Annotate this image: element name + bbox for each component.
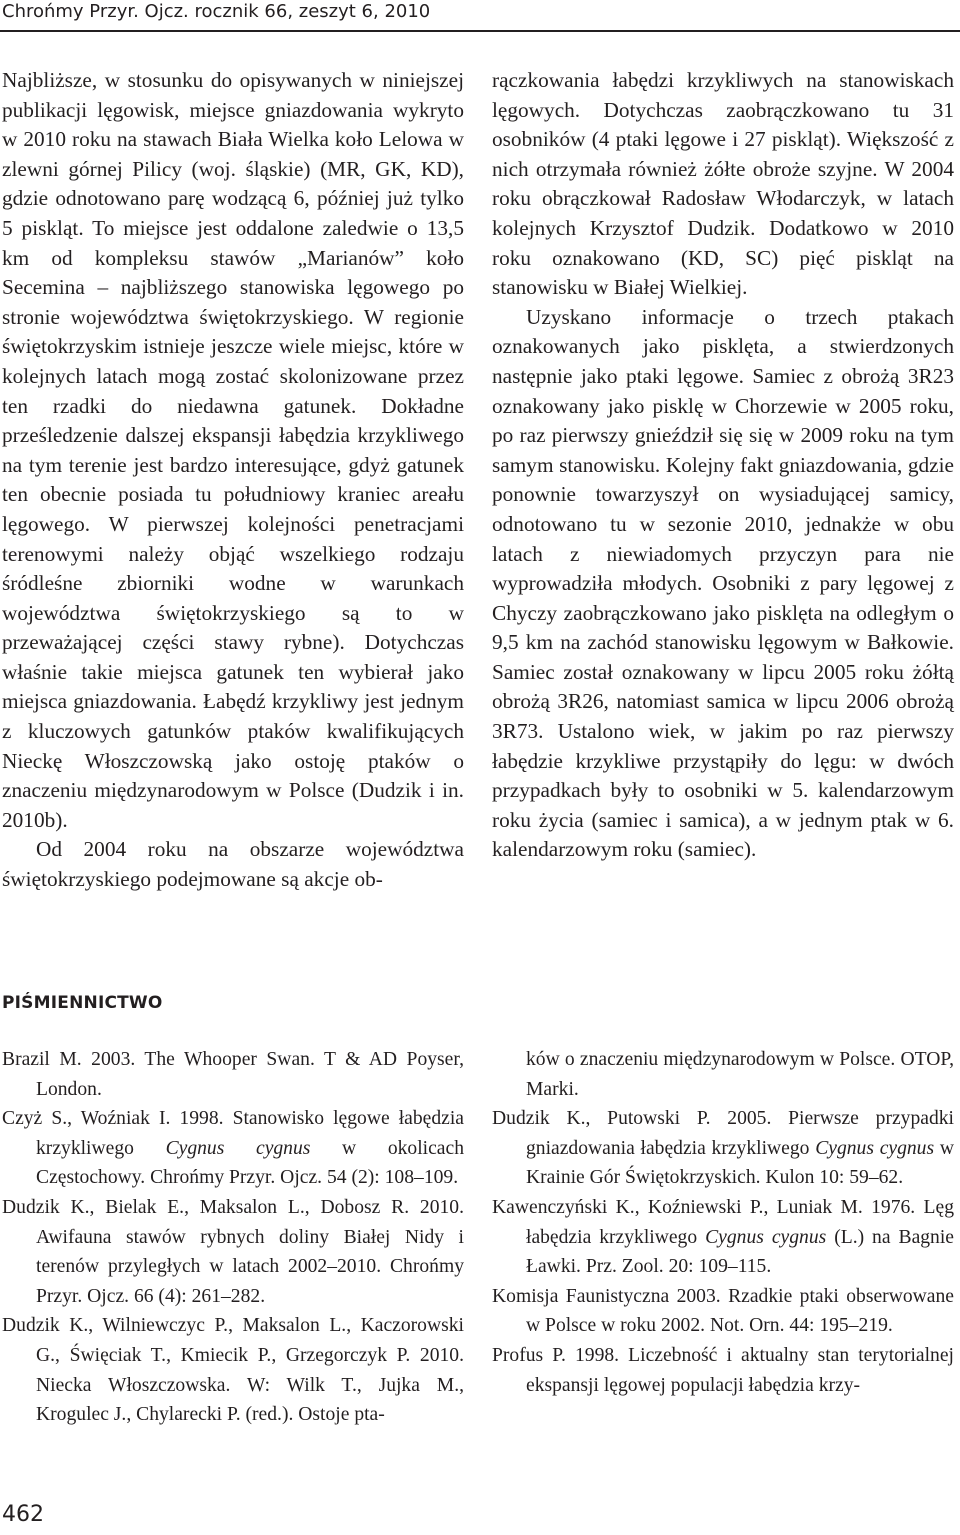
- reference-item: Dudzik K., Wilniewczyc P., Maksalon L., Kaczorowski G., Święciak T., Kmiecik P., Grzegorczyk P. 2010. Niecka Włoszczowska. W: Wilk T., Jujka M., Krogulec J., Chylarecki P. (red.). Ostoje pta-: [2, 1315, 464, 1426]
- reference-item: Kawenczyński K., Koźniewski P., Luniak M. 1976. Lęg łabędzia krzykliwego Cygnus cygnus (L.) na Bagnie Ławki. Prz. Zool. 20: 109–115.: [492, 1196, 954, 1278]
- reference-item: Dudzik K., Putowski P. 2005. Pierwsze przypadki gniazdowania łabędzia krzykliwego Cygnus cygnus w Krainie Gór Świętokrzyskich. Kulon 10: 59–62.: [492, 1108, 954, 1189]
- reference-item: Profus P. 1998. Liczebność i aktualny stan terytorialnej ekspansji lęgowej populacji łabędzia krzy-: [492, 1344, 954, 1396]
- running-header: Chrońmy Przyr. Ojcz. rocznik 66, zeszyt 6, 2010: [2, 1, 431, 22]
- reference-continuation: ków o znaczeniu międzynarodowym w Polsce. OTOP, Marki.: [526, 1049, 954, 1100]
- references-left-column: [2, 1045, 464, 1430]
- right-paragraph-1: rączkowania łabędzi krzykliwych na stanowiskach lęgowych. Dotychczas zaobrączkowano tu 31 osobników (4 ptaki lęgowe i 27 piskląt). Większość z nich otrzymała również żółte obroże szyjne. W 2004 roku obrączkował Radosław Włodarczyk, w latach kolejnych Krzysztof Dudzik. Dodatkowo w 2010 roku oznakowano (KD, SC) pięć piskląt na stanowisku w Białej Wielkiej.: [492, 68, 954, 300]
- header-rule: [0, 30, 960, 32]
- right-paragraph-2: Uzyskano informacje o trzech ptakach oznakowanych jako pisklęta, a stwierdzonych następnie jako ptaki lęgowe. Samiec z obrożą 3R23 oznakowany jako pisklę w Chorzewie w 2005 roku, po raz pierwszy gnieździł się się w 2009 roku na tym samym stanowisku. Kolejny fakt gniazdowania, gdzie ponownie towarzyszył on wysiadującej samicy, odnotowano tu w sezonie 2010, jednakże w obu latach z niewiadomych przyczyn para nie wyprowadziła młodych. Osobniki z pary lęgowej z Chyczy zaobrączkowano jako pisklęta na odległym o 9,5 km na zachód stanowisku lęgowym w Bałkowie. Samiec został oznakowany w lipcu 2005 roku żółtą obrożą 3R26, natomiast samica w lipcu 2006 obrożą 3R73. Ustalono wiek, w jakim po raz pierwszy łabędzie krzykliwe przystąpiły do lęgu: w dwóch przypadkach były to osobniki w 5. kalendarzowym roku życia (samiec i samica), a w jednym ptak w 6. kalendarzowym roku (samiec).: [492, 304, 954, 862]
- page-number: 462: [2, 1502, 44, 1527]
- reference-item: Komisja Faunistyczna 2003. Rzadkie ptaki obserwowane w Polsce w roku 2002. Not. Orn. 44: 195–219.: [492, 1285, 954, 1337]
- reference-item: Brazil M. 2003. The Whooper Swan. T & AD Poyser, London.: [2, 1049, 464, 1100]
- left-text-column: [2, 66, 464, 895]
- left-paragraph-1: Najbliższe, w stosunku do opisywanych w niniejszej publikacji lęgowisk, miejsce gniazdowania wykryto w 2010 roku na stawach Biała Wielka koło Lelowa w zlewni górnej Pilicy (woj. śląskie) (MR, GK, KD), gdzie odnotowano parę wodzącą 6, później już tylko 5 piskląt. To miejsce jest oddalone zaledwie o 13,5 km od kompleksu stawów „Marianów” koło Secemina – najbliższego stanowiska lęgowego po stronie województwa świętokrzyskiego. W regionie świętokrzyskim istnieje jeszcze wiele miejsc, które w kolejnych latach mogą zostać skolonizowane przez ten rzadki do niedawna gatunek. Dokładne prześledzenie dalszej ekspansji łabędzia krzykliwego na tym terenie jest bardzo interesujące, gdyż gatunek ten obecnie posiada tu południowy kraniec areału lęgowego. W pierwszej kolejności penetracjami terenowymi należy objąć wszelkiego rodzaju śródleśne zbiorniki wodne w warunkach województwa świętokrzyskiego są to w przeważającej części stawy rybne). Dotychczas właśnie takie miejsca gatunek ten wybierał jako miejsca gniazdowania. Łabędź krzykliwy jest jednym z kluczowych gatunków ptaków kwalifikujących Nieckę Włoszczowską jako ostoję ptaków o znaczeniu międzynarodowym w Polsce (Dudzik i in. 2010b).: [2, 68, 464, 832]
- reference-item: Czyż S., Woźniak I. 1998. Stanowisko lęgowe łabędzia krzykliwego Cygnus cygnus w okolicach Częstochowy. Chrońmy Przyr. Ojcz. 54 (2): 108–109.: [2, 1108, 464, 1189]
- references-heading: PIŚMIENNICTWO: [2, 993, 163, 1013]
- left-paragraph-2: Od 2004 roku na obszarze województwa świętokrzyskiego podejmowane są akcje ob-: [2, 837, 464, 892]
- right-text-column: [492, 66, 954, 865]
- reference-item: Dudzik K., Bielak E., Maksalon L., Dobosz R. 2010. Awifauna stawów rybnych doliny Białej Nidy i terenów przyległych w latach 2002–2010. Chrońmy Przyr. Ojcz. 66 (4): 261–282.: [2, 1196, 464, 1307]
- references-right-column: [492, 1045, 954, 1400]
